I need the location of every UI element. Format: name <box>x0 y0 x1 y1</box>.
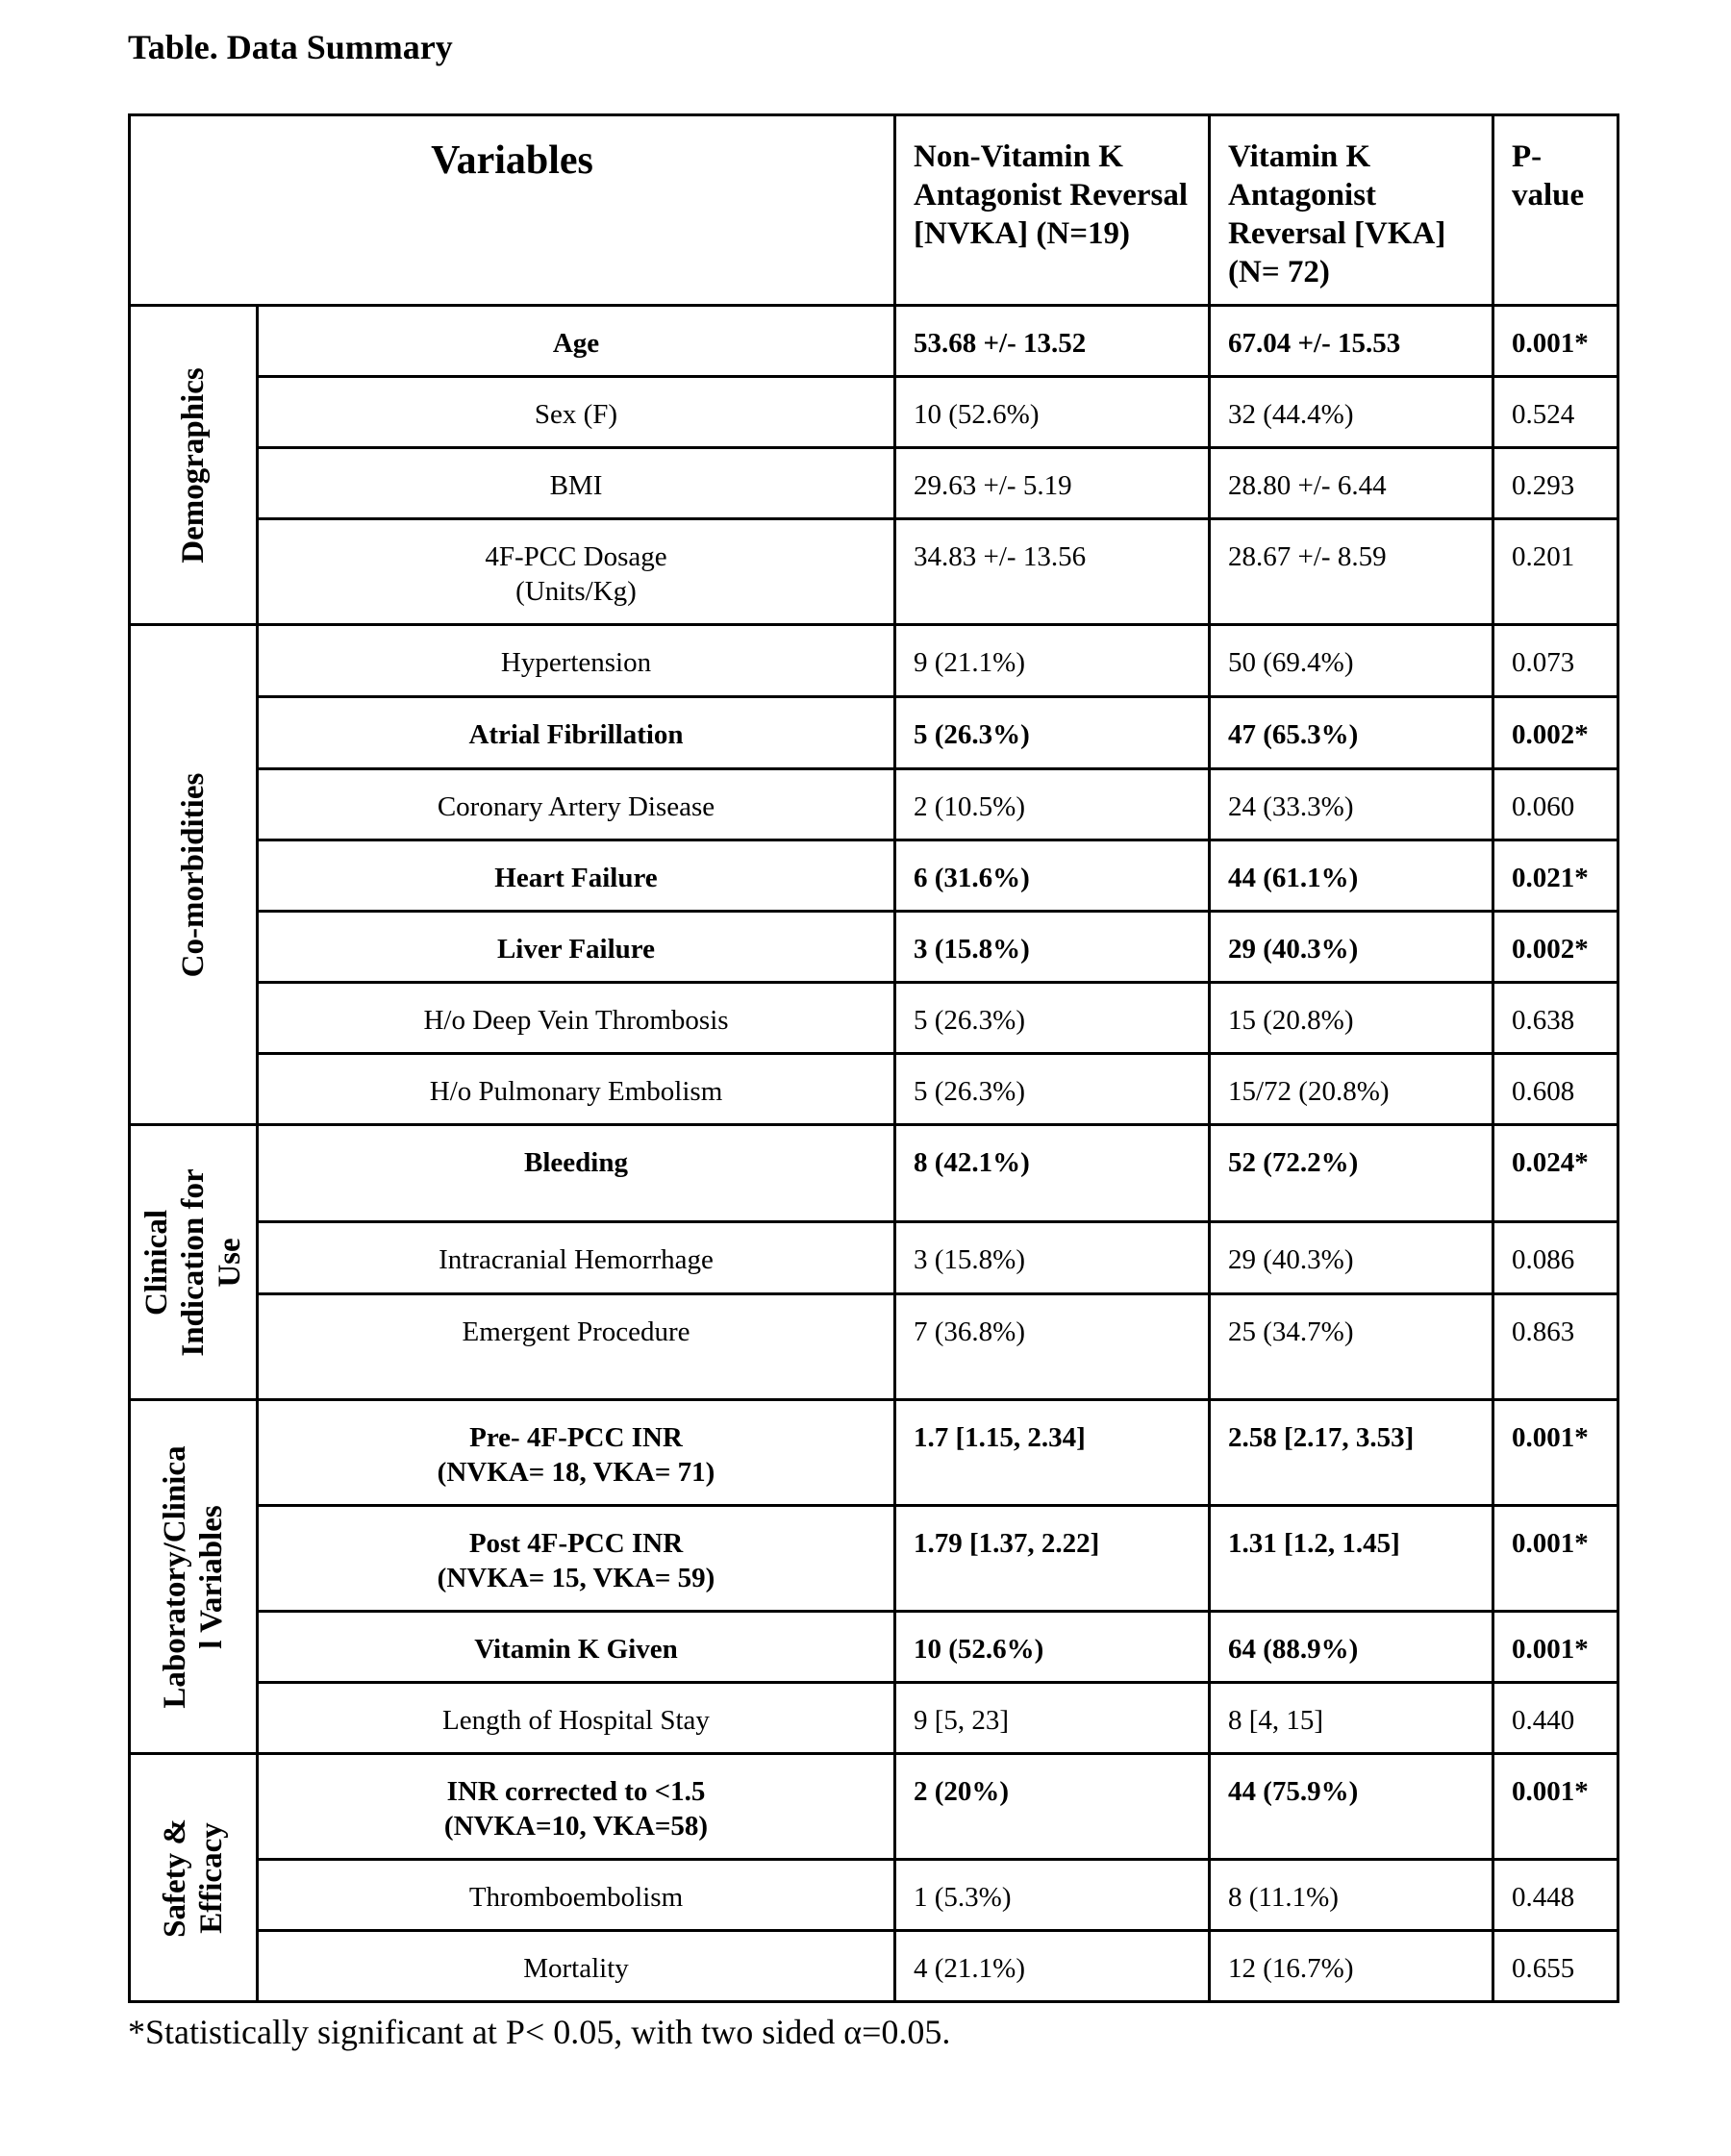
table-row <box>130 912 1618 983</box>
vka-cell: 8 (11.1%) <box>1210 1860 1493 1931</box>
footnote: *Statistically significant at P< 0.05, with two sided α=0.05. <box>128 2013 951 2051</box>
table-row <box>130 306 1618 377</box>
group-label-line: Use <box>213 1237 247 1288</box>
group-label-line: Co-morbidities <box>176 772 211 977</box>
nvka-cell: 53.68 +/- 13.52 <box>895 306 1210 377</box>
vka-cell: 24 (33.3%) <box>1210 769 1493 840</box>
p-value-cell: 0.608 <box>1493 1054 1618 1125</box>
p-value-cell: 0.524 <box>1493 377 1618 448</box>
table-row <box>130 1506 1618 1612</box>
variable-cell: Age <box>258 306 895 377</box>
p-value-cell: 0.001* <box>1493 1612 1618 1683</box>
group-label-line: Safety & <box>158 1818 192 1938</box>
p-value-cell: 0.073 <box>1493 625 1618 697</box>
vka-cell: 15 (20.8%) <box>1210 983 1493 1054</box>
p-value-cell: 0.060 <box>1493 769 1618 840</box>
nvka-cell: 5 (26.3%) <box>895 1054 1210 1125</box>
group-label-line: Indication for <box>176 1167 211 1357</box>
vka-cell: 12 (16.7%) <box>1210 1931 1493 2002</box>
vka-cell: 64 (88.9%) <box>1210 1612 1493 1683</box>
vka-cell: 67.04 +/- 15.53 <box>1210 306 1493 377</box>
variable-cell: H/o Pulmonary Embolism <box>258 1054 895 1125</box>
vka-cell: 28.80 +/- 6.44 <box>1210 448 1493 519</box>
vka-cell: 1.31 [1.2, 1.45] <box>1210 1506 1493 1612</box>
vka-cell: 29 (40.3%) <box>1210 1222 1493 1294</box>
header-vka: Vitamin K Antagonist Reversal [VKA] (N= 72) <box>1210 115 1493 306</box>
table-body <box>130 306 1618 2002</box>
nvka-cell: 10 (52.6%) <box>895 377 1210 448</box>
vka-cell: 2.58 [2.17, 3.53] <box>1210 1400 1493 1506</box>
p-value-cell: 0.002* <box>1493 697 1618 769</box>
vka-cell: 28.67 +/- 8.59 <box>1210 519 1493 625</box>
nvka-cell: 5 (26.3%) <box>895 983 1210 1054</box>
vka-cell: 25 (34.7%) <box>1210 1294 1493 1400</box>
table-row <box>130 519 1618 625</box>
table-row <box>130 697 1618 769</box>
vka-cell: 44 (61.1%) <box>1210 840 1493 912</box>
p-value-cell: 0.001* <box>1493 306 1618 377</box>
p-value-cell: 0.001* <box>1493 1506 1618 1612</box>
vka-cell: 8 [4, 15] <box>1210 1683 1493 1754</box>
p-value-cell: 0.440 <box>1493 1683 1618 1754</box>
nvka-cell: 1.7 [1.15, 2.34] <box>895 1400 1210 1506</box>
table-row <box>130 1612 1618 1683</box>
table-row <box>130 1860 1618 1931</box>
group-label <box>130 1400 258 1754</box>
header-p-value: P- value <box>1493 115 1618 306</box>
nvka-cell: 29.63 +/- 5.19 <box>895 448 1210 519</box>
table-row <box>130 1054 1618 1125</box>
table-row <box>130 983 1618 1054</box>
nvka-cell: 8 (42.1%) <box>895 1125 1210 1222</box>
nvka-cell: 3 (15.8%) <box>895 912 1210 983</box>
variable-cell: Post 4F-PCC INR (NVKA= 15, VKA= 59) <box>258 1506 895 1612</box>
vka-cell: 29 (40.3%) <box>1210 912 1493 983</box>
nvka-cell: 1.79 [1.37, 2.22] <box>895 1506 1210 1612</box>
group-label <box>130 1125 258 1400</box>
table-row <box>130 840 1618 912</box>
variable-cell: Sex (F) <box>258 377 895 448</box>
header-nvka: Non-Vitamin K Antagonist Reversal [NVKA] (N=19) <box>895 115 1210 306</box>
nvka-cell: 7 (36.8%) <box>895 1294 1210 1400</box>
nvka-cell: 34.83 +/- 13.56 <box>895 519 1210 625</box>
p-value-cell: 0.001* <box>1493 1754 1618 1860</box>
nvka-cell: 2 (10.5%) <box>895 769 1210 840</box>
table-row <box>130 1294 1618 1400</box>
p-value-cell: 0.638 <box>1493 983 1618 1054</box>
group-label-line: Clinical <box>139 1209 174 1316</box>
p-value-cell: 0.002* <box>1493 912 1618 983</box>
table-row <box>130 1754 1618 1860</box>
p-value-cell: 0.201 <box>1493 519 1618 625</box>
nvka-cell: 1 (5.3%) <box>895 1860 1210 1931</box>
variable-cell: Heart Failure <box>258 840 895 912</box>
variable-cell: INR corrected to <1.5 (NVKA=10, VKA=58) <box>258 1754 895 1860</box>
table-row <box>130 1931 1618 2002</box>
nvka-cell: 3 (15.8%) <box>895 1222 1210 1294</box>
header-variables: Variables <box>130 115 895 306</box>
variable-cell: Pre- 4F-PCC INR (NVKA= 18, VKA= 71) <box>258 1400 895 1506</box>
table-row <box>130 625 1618 697</box>
variable-cell: H/o Deep Vein Thrombosis <box>258 983 895 1054</box>
table-row <box>130 1222 1618 1294</box>
p-value-cell: 0.655 <box>1493 1931 1618 2002</box>
header-row <box>130 115 1618 306</box>
variable-cell: Liver Failure <box>258 912 895 983</box>
group-label <box>130 306 258 625</box>
p-value-cell: 0.001* <box>1493 1400 1618 1506</box>
table-row <box>130 448 1618 519</box>
nvka-cell: 6 (31.6%) <box>895 840 1210 912</box>
p-value-cell: 0.293 <box>1493 448 1618 519</box>
vka-cell: 47 (65.3%) <box>1210 697 1493 769</box>
vka-cell: 50 (69.4%) <box>1210 625 1493 697</box>
vka-cell: 32 (44.4%) <box>1210 377 1493 448</box>
table-row <box>130 1125 1618 1222</box>
nvka-cell: 2 (20%) <box>895 1754 1210 1860</box>
nvka-cell: 9 [5, 23] <box>895 1683 1210 1754</box>
variable-cell: BMI <box>258 448 895 519</box>
variable-cell: Intracranial Hemorrhage <box>258 1222 895 1294</box>
p-value-cell: 0.448 <box>1493 1860 1618 1931</box>
variable-cell: Atrial Fibrillation <box>258 697 895 769</box>
variable-cell: Emergent Procedure <box>258 1294 895 1400</box>
table-title: Table. Data Summary <box>128 28 453 66</box>
group-label <box>130 625 258 1125</box>
p-value-cell: 0.086 <box>1493 1222 1618 1294</box>
group-label-line: Laboratory/Clinica <box>158 1444 192 1709</box>
nvka-cell: 9 (21.1%) <box>895 625 1210 697</box>
data-summary-table <box>128 113 1619 2003</box>
vka-cell: 52 (72.2%) <box>1210 1125 1493 1222</box>
group-label-line: Efficacy <box>194 1821 229 1934</box>
vka-cell: 44 (75.9%) <box>1210 1754 1493 1860</box>
nvka-cell: 10 (52.6%) <box>895 1612 1210 1683</box>
vka-cell: 15/72 (20.8%) <box>1210 1054 1493 1125</box>
variable-cell: Vitamin K Given <box>258 1612 895 1683</box>
table-row <box>130 1400 1618 1506</box>
variable-cell: Bleeding <box>258 1125 895 1222</box>
group-label <box>130 1754 258 2002</box>
variable-cell: Coronary Artery Disease <box>258 769 895 840</box>
table-row <box>130 1683 1618 1754</box>
group-label-line: Demographics <box>176 366 211 564</box>
variable-cell: Thromboembolism <box>258 1860 895 1931</box>
variable-cell: Mortality <box>258 1931 895 2002</box>
table-row <box>130 377 1618 448</box>
group-label-line: l Variables <box>194 1504 229 1649</box>
variable-cell: Hypertension <box>258 625 895 697</box>
nvka-cell: 5 (26.3%) <box>895 697 1210 769</box>
variable-cell: Length of Hospital Stay <box>258 1683 895 1754</box>
nvka-cell: 4 (21.1%) <box>895 1931 1210 2002</box>
p-value-cell: 0.863 <box>1493 1294 1618 1400</box>
p-value-cell: 0.021* <box>1493 840 1618 912</box>
variable-cell: 4F-PCC Dosage (Units/Kg) <box>258 519 895 625</box>
p-value-cell: 0.024* <box>1493 1125 1618 1222</box>
table-row <box>130 769 1618 840</box>
